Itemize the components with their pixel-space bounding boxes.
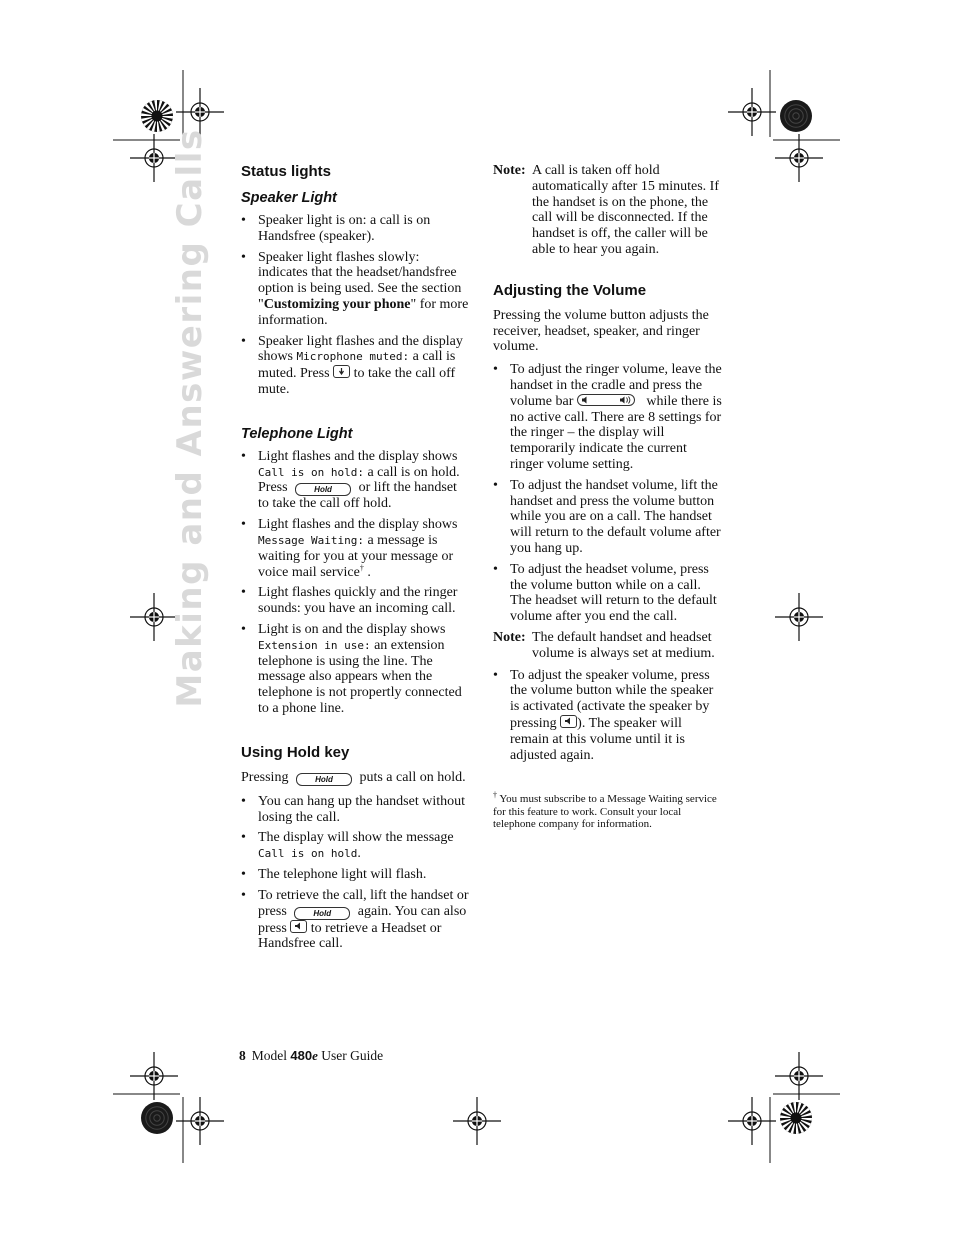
list-item: • You can hang up the handset without losing the call. — [241, 794, 471, 826]
volume-bar-icon — [577, 394, 635, 406]
list-item: • Speaker light flashes and the display shows Microphone muted: a call is muted. Press to take the call off mute. — [241, 334, 471, 398]
registration-target-icon — [453, 1097, 501, 1145]
hold-key-icon: Hold — [296, 773, 352, 786]
model-number: 480e — [290, 1048, 318, 1063]
list-item: • The telephone light will flash. — [241, 867, 471, 883]
list-item: • To adjust the ringer volume, leave the handset in the cradle and press the volume bar while there is no active call. There are 8 settings for the ringer – the display will temporarily indicate the current ringer volume setting. — [493, 362, 723, 473]
volume-list-2 — [493, 668, 723, 764]
chapter-side-title: Making and Answering Calls — [170, 128, 210, 708]
registration-target-icon — [728, 88, 776, 136]
registration-target-icon — [775, 1052, 823, 1100]
volume-intro: Pressing the volume button adjusts the receiver, headset, speaker, and ringer volume. — [493, 307, 709, 355]
registration-target-icon — [728, 1097, 776, 1145]
color-bar-starburst-icon — [780, 1102, 812, 1134]
note-default-volume: Note: The default handset and headset volume is always set at medium. — [493, 629, 715, 661]
list-item: • To adjust the handset volume, lift the handset and press the volume button while you are on a call. The handset will return to the default volume after you hang up. — [493, 478, 723, 557]
list-item: • To retrieve the call, lift the handset or press Hold again. You can also press to retrieve a Headset or Handsfree call. — [241, 888, 471, 952]
list-item: • Light flashes and the display shows Message Waiting: a message is waiting for you at your message or voice mail service† . — [241, 517, 471, 580]
hold-key-heading: Using Hold key — [241, 743, 350, 761]
registration-target-icon — [775, 134, 823, 182]
list-item: • Light flashes quickly and the ringer sounds: you have an incoming call. — [241, 585, 471, 617]
speaker-key-icon — [560, 715, 577, 728]
list-item: • Speaker light flashes slowly: indicates that the headset/handsfree option is being used. See the section "Customizing your phone" for more information. — [241, 250, 471, 329]
list-item: • The display will show the message Call is on hold. — [241, 830, 471, 862]
speaker-light-list — [241, 213, 471, 398]
registration-target-icon — [130, 1052, 178, 1100]
speaker-key-icon — [290, 920, 307, 933]
color-bar-dot-icon — [141, 1102, 173, 1134]
list-item: • Light flashes and the display shows Call is on hold: a call is on hold. Press Hold or lift the handset to take the call off hold. — [241, 449, 471, 512]
telephone-light-list — [241, 449, 471, 717]
color-bar-starburst-icon — [141, 100, 173, 132]
hold-key-icon: Hold — [294, 907, 350, 920]
list-item: • To adjust the speaker volume, press the volume button while the speaker is activated (activate the speaker by pressing ). The speaker will remain at this volume until it is adjusted again. — [493, 668, 723, 764]
hold-intro: Pressing Hold puts a call on hold. — [241, 769, 466, 785]
registration-target-icon — [775, 593, 823, 641]
speaker-light-heading: Speaker Light — [241, 190, 337, 206]
list-item: • To adjust the headset volume, press the volume button while on a call. The headset will return to the default volume after you end the call. — [493, 562, 723, 625]
adjusting-volume-heading: Adjusting the Volume — [493, 281, 647, 299]
left-column — [241, 163, 471, 957]
hold-key-list — [241, 794, 471, 952]
page-footer: 8 Model 480e User Guide — [239, 1048, 384, 1063]
status-lights-heading: Status lights — [241, 163, 332, 180]
list-item: • Light is on and the display shows Extension in use: an extension telephone is using the line. The message also appears when the telephone is not propertly connected to a phone line. — [241, 622, 471, 717]
telephone-light-heading: Telephone Light — [241, 425, 353, 442]
volume-list — [493, 362, 723, 625]
color-bar-dot-icon — [780, 100, 812, 132]
hold-key-icon: Hold — [295, 483, 351, 496]
note-auto-off-hold: Note: A call is taken off hold automatically after 15 minutes. If the handset is on the phone, the call will be disconnected. If the handset is off, the caller will be able to hear you again. — [493, 163, 719, 257]
mute-key-icon — [333, 365, 350, 378]
page-number: 8 — [239, 1048, 246, 1063]
footnote: † You must subscribe to a Message Waiting service for this feature to work. Consult your local telephone company for information. — [493, 790, 717, 831]
right-column — [493, 163, 723, 831]
list-item: • Speaker light is on: a call is on Handsfree (speaker). — [241, 213, 471, 245]
